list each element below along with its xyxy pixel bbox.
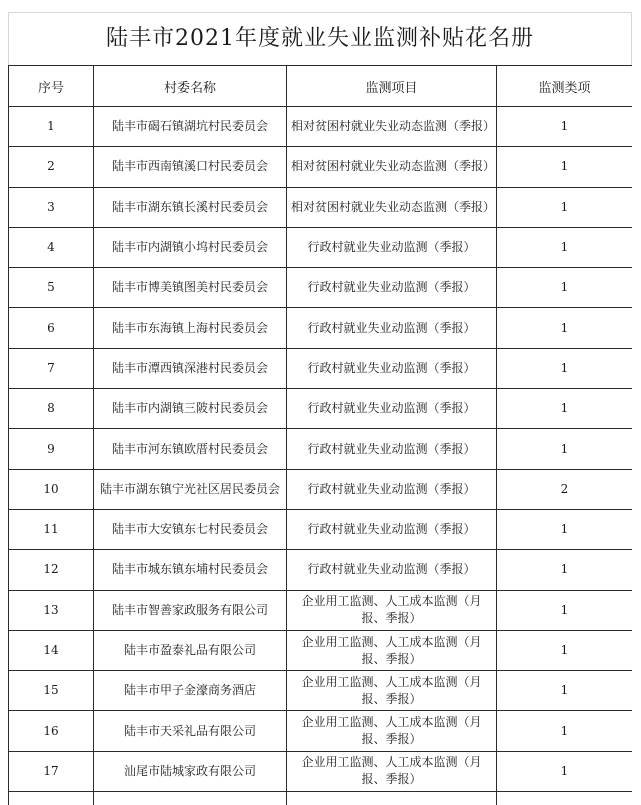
cell-project: 相对贫困村就业失业动态监测（季报） <box>287 147 497 187</box>
cell-index: 11 <box>9 509 94 549</box>
cell-index: 15 <box>9 671 94 711</box>
cell-name: 陆丰市西南镇溪口村民委员会 <box>94 147 287 187</box>
cell-index: 6 <box>9 308 94 348</box>
roster-sheet <box>8 12 632 805</box>
cell-project: 企业用工监测、人工成本监测（月报、季报） <box>287 751 497 791</box>
table-row <box>9 308 633 348</box>
cell-project: 企业用工监测、人工成本监测（月报、季报） <box>287 590 497 630</box>
table-row <box>9 630 633 670</box>
empty-cell <box>94 792 287 805</box>
empty-cell <box>9 792 94 805</box>
cell-index: 14 <box>9 630 94 670</box>
cell-category: 1 <box>497 429 633 469</box>
table-body <box>9 107 633 805</box>
cell-project: 行政村就业失业动监测（季报） <box>287 227 497 267</box>
cell-index: 1 <box>9 107 94 147</box>
header-name: 村委名称 <box>94 66 287 107</box>
cell-index: 8 <box>9 389 94 429</box>
table-row <box>9 348 633 388</box>
cell-project: 行政村就业失业动监测（季报） <box>287 308 497 348</box>
cell-name: 陆丰市甲子金濠商务酒店 <box>94 671 287 711</box>
cell-category: 1 <box>497 509 633 549</box>
cell-index: 2 <box>9 147 94 187</box>
header-row <box>9 66 633 107</box>
cell-index: 13 <box>9 590 94 630</box>
cell-project: 行政村就业失业动监测（季报） <box>287 268 497 308</box>
cell-category: 2 <box>497 469 633 509</box>
cell-project: 企业用工监测、人工成本监测（月报、季报） <box>287 630 497 670</box>
cell-project: 行政村就业失业动监测（季报） <box>287 550 497 590</box>
cell-name: 陆丰市内湖镇小坞村民委员会 <box>94 227 287 267</box>
cell-project: 行政村就业失业动监测（季报） <box>287 469 497 509</box>
table-row <box>9 107 633 147</box>
cell-name: 陆丰市博美镇图美村民委员会 <box>94 268 287 308</box>
cell-project: 行政村就业失业动监测（季报） <box>287 348 497 388</box>
cell-category: 1 <box>497 751 633 791</box>
table-row <box>9 509 633 549</box>
cell-name: 陆丰市湖东镇宁光社区居民委员会 <box>94 469 287 509</box>
cell-project: 行政村就业失业动监测（季报） <box>287 389 497 429</box>
header-project: 监测项目 <box>287 66 497 107</box>
cell-name: 陆丰市碣石镇湖坑村民委员会 <box>94 107 287 147</box>
cell-project: 相对贫困村就业失业动态监测（季报） <box>287 187 497 227</box>
table-row <box>9 187 633 227</box>
table-row <box>9 389 633 429</box>
cell-name: 陆丰市大安镇东七村民委员会 <box>94 509 287 549</box>
empty-cell <box>287 792 497 805</box>
cell-category: 1 <box>497 348 633 388</box>
table-row-partial <box>9 792 633 805</box>
cell-name: 陆丰市东海镇上海村民委员会 <box>94 308 287 348</box>
cell-project: 行政村就业失业动监测（季报） <box>287 509 497 549</box>
cell-index: 9 <box>9 429 94 469</box>
table-row <box>9 590 633 630</box>
cell-category: 1 <box>497 107 633 147</box>
table-row <box>9 671 633 711</box>
cell-category: 1 <box>497 389 633 429</box>
cell-name: 陆丰市城东镇东埔村民委员会 <box>94 550 287 590</box>
cell-category: 1 <box>497 308 633 348</box>
cell-project: 相对贫困村就业失业动态监测（季报） <box>287 107 497 147</box>
table-row <box>9 711 633 751</box>
cell-index: 12 <box>9 550 94 590</box>
cell-index: 5 <box>9 268 94 308</box>
cell-category: 1 <box>497 630 633 670</box>
table-row <box>9 429 633 469</box>
header-category: 监测类项 <box>497 66 633 107</box>
cell-category: 1 <box>497 268 633 308</box>
cell-category: 1 <box>497 187 633 227</box>
cell-index: 7 <box>9 348 94 388</box>
cell-project: 企业用工监测、人工成本监测（月报、季报） <box>287 671 497 711</box>
roster-table <box>8 65 632 805</box>
cell-name: 陆丰市盈泰礼品有限公司 <box>94 630 287 670</box>
empty-cell <box>497 792 633 805</box>
cell-project: 行政村就业失业动监测（季报） <box>287 429 497 469</box>
cell-name: 陆丰市潭西镇深港村民委员会 <box>94 348 287 388</box>
cell-category: 1 <box>497 590 633 630</box>
cell-project: 企业用工监测、人工成本监测（月报、季报） <box>287 711 497 751</box>
cell-category: 1 <box>497 711 633 751</box>
document-title: 陆丰市2021年度就业失业监测补贴花名册 <box>8 12 632 65</box>
header-index: 序号 <box>9 66 94 107</box>
cell-category: 1 <box>497 550 633 590</box>
cell-name: 陆丰市湖东镇长溪村民委员会 <box>94 187 287 227</box>
cell-index: 16 <box>9 711 94 751</box>
table-row <box>9 550 633 590</box>
cell-name: 陆丰市内湖镇三陂村民委员会 <box>94 389 287 429</box>
cell-name: 陆丰市天采礼品有限公司 <box>94 711 287 751</box>
cell-category: 1 <box>497 147 633 187</box>
cell-name: 汕尾市陆城家政有限公司 <box>94 751 287 791</box>
cell-index: 4 <box>9 227 94 267</box>
cell-name: 陆丰市智善家政服务有限公司 <box>94 590 287 630</box>
table-row <box>9 751 633 791</box>
table-row <box>9 268 633 308</box>
cell-index: 3 <box>9 187 94 227</box>
table-row <box>9 227 633 267</box>
cell-category: 1 <box>497 671 633 711</box>
cell-index: 10 <box>9 469 94 509</box>
cell-index: 17 <box>9 751 94 791</box>
table-row <box>9 469 633 509</box>
cell-name: 陆丰市河东镇欧厝村民委员会 <box>94 429 287 469</box>
table-row <box>9 147 633 187</box>
cell-category: 1 <box>497 227 633 267</box>
